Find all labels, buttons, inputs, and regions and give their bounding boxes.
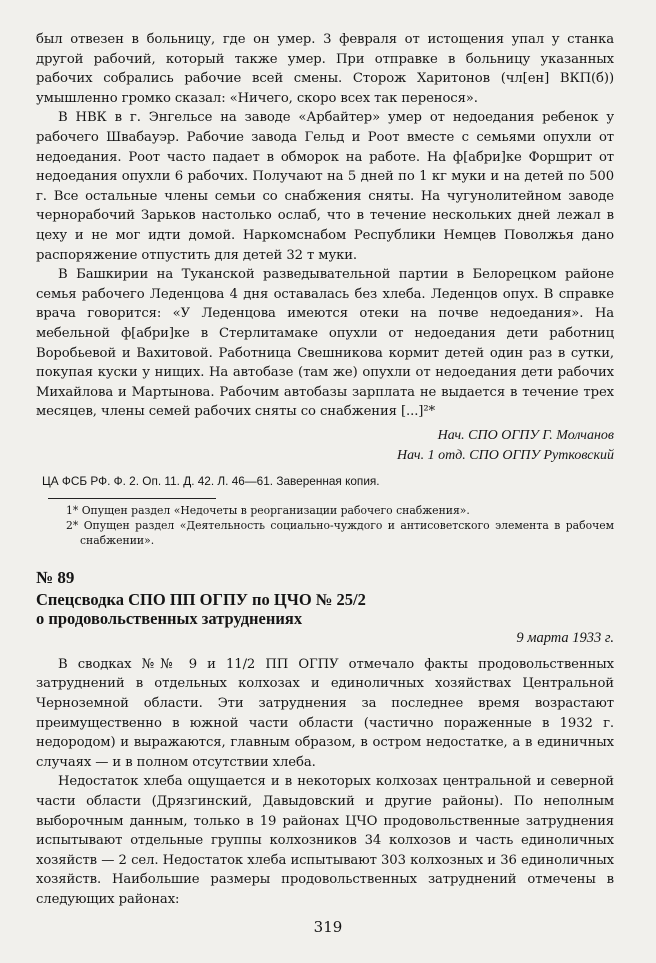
footnote-2: 2* Опущен раздел «Деятельность социально-чуждого и антисоветского элемента в рабочем снабжении».	[66, 518, 614, 547]
document-title-line-2: о продовольственных затруднениях	[36, 608, 303, 628]
document-number: № 89	[36, 567, 75, 587]
signature-rutkovsky: Нач. 1 отд. СПО ОГПУ Рутковский	[396, 447, 614, 463]
document-date: 9 марта 1933 г.	[516, 629, 614, 646]
footnote-1: 1* Опущен раздел «Недочеты в реорганизации рабочего снабжения».	[66, 503, 470, 517]
signature-molchanov: Нач. СПО ОГПУ Г. Молчанов	[437, 427, 614, 443]
document-title-line-1: Спецсводка СПО ПП ОГПУ по ЦЧО № 25/2	[36, 589, 366, 609]
paragraph-engels: В НВК в г. Энгельсе на заводе «Арбайтер» умер от недоедания ребенок у рабочего Швабауэр. Рабочие завода Гельд и Роот вместе с семьями опухли от недоедания. Роот часто падает в обморок на работе. На ф[абри]ке Форшрит от недоедания опухли 6 рабочих. Получают на 5 дней по 1 кг муки и на детей по 500 г. Все остальные члены семьи со снабжения сняты. На чугунолитейном заводе чернорабочий Зарьков настолько ослаб, что в течение нескольких дней лежал в цеху и не мог идти домой. Наркомснабом Республики Немцев Поволжья дано распоряжение отпустить для детей 32 т муки.	[36, 110, 614, 263]
paragraph-nedostatok: Недостаток хлеба ощущается и в некоторых колхозах центральной и северной части области (Дрязгинский, Давыдовский и другие районы). По неполным выборочным данным, только в 19 районах ЦЧО продовольственные затруднения испытывают отдельные группы колхозников 34 колхозов и часть единоличных хозяйств — 2 сел. Недостаток хлеба испытывают 303 колхозных и 36 единоличных хозяйств. Наибольшие размеры продовольственных затруднений отмечены в следующих районах:	[36, 774, 614, 907]
paragraph-continuation: был отвезен в больницу, где он умер. 3 февраля от истощения упал у станка другой рабочий, который также умер. При отправке в больницу указанных рабочих собрались рабочие всей смены. Сторож Харитонов (чл[ен] ВКП(б)) умышленно громко сказал: «Ничего, скоро всех так перенося».	[36, 32, 614, 106]
paragraph-bashkiria: В Башкирии на Туканской разведывательной партии в Белорецком районе семья рабочего Леденцова 4 дня оставалась без хлеба. Леденцов опух. В справке врача говорится: «У Леденцова имеются отеки на почве недоедания». На мебельной ф[абри]ке в Стерлитамаке опухли от недоедания дети работниц Воробьевой и Вахитовой. Работница Свешникова кормит детей один раз в сутки, покупая куски у нищих. На автобазе (там же) опухли от недоедания дети рабочих Михайлова и Мартынова. Рабочим автобазы зарплата не выдается в течение трех месяцев, члены семей рабочих сняты со снабжения [...]²*	[36, 267, 614, 420]
page-number: 319	[313, 918, 343, 936]
paragraph-svodki: В сводках №№ 9 и 11/2 ПП ОГПУ отмечало факты продовольственных затруднений в отдельных колхозах и единоличных хозяйствах Центральной Черноземной области. Эти затруднения за последнее время возрастают преимущественно в южной части области (частично пораженные в 1932 г. недородом) и выражаются, главным образом, в остром недостатке, а в единичных случаях — и в полном отсутствии хлеба.	[36, 656, 614, 770]
footnote-divider	[48, 498, 216, 499]
archive-source: ЦА ФСБ РФ. Ф. 2. Оп. 11. Д. 42. Л. 46—61. Заверенная копия.	[42, 473, 380, 488]
